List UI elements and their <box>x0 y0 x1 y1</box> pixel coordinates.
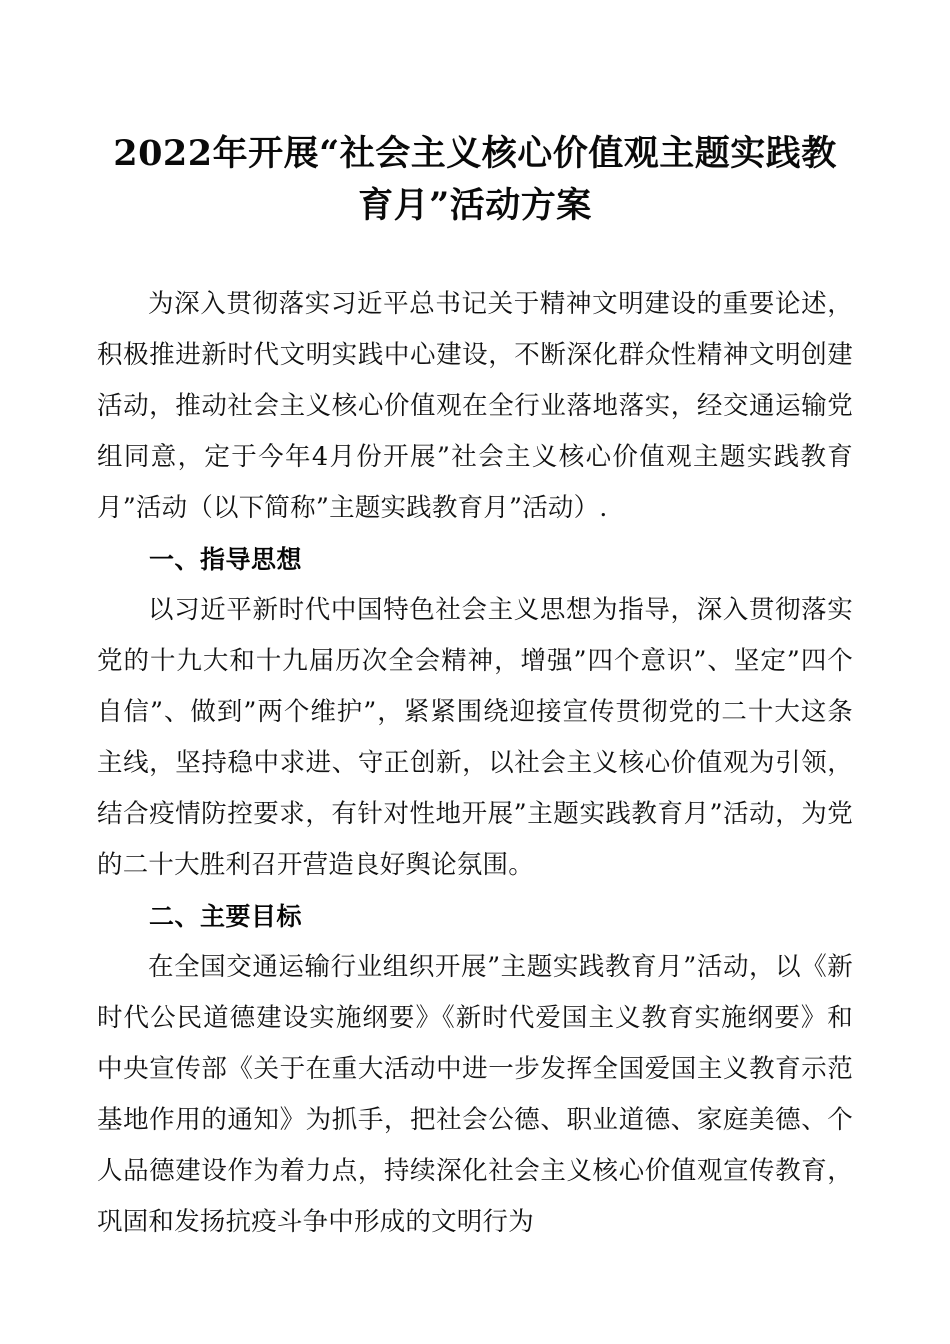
section-heading-one: 一、指导思想 <box>149 545 303 574</box>
section-one-paragraph: 以习近平新时代中国特色社会主义思想为指导，深入贯彻落实党的十九大和十九届历次全会精神，增强”四个意识”、坚定”四个自信”、做到”两个维护”，紧紧围绕迎接宣传贯彻党的二十大这条主线，坚持稳中求进、守正创新，以社会主义核心价值观为引领，结合疫情防控要求，有针对性地开展”主题实践教育月”活动，为党的二十大胜利召开营造良好舆论氛围。 <box>97 595 853 880</box>
document-body <box>0 232 950 1248</box>
section-two-paragraph: 在全国交通运输行业组织开展”主题实践教育月”活动，以《新时代公民道德建设实施纲要》《新时代爱国主义教育实施纲要》和中央宣传部《关于在重大活动中进一步发挥全国爱国主义教育示范基地作用的通知》为抓手，把社会公德、职业道德、家庭美德、个人品德建设作为着力点，持续深化社会主义核心价值观宣传教育，巩固和发扬抗疫斗争中形成的文明行为 <box>97 952 853 1237</box>
page-title: 2022年开展“社会主义核心价值观主题实践教育月”活动方案 <box>113 133 837 226</box>
section-heading-two: 二、主要目标 <box>149 902 303 931</box>
intro-paragraph: 为深入贯彻落实习近平总书记关于精神文明建设的重要论述，积极推进新时代文明实践中心建设，不断深化群众性精神文明创建活动，推动社会主义核心价值观在全行业落地落实，经交通运输党组同意，定于今年4月份开展”社会主义核心价值观主题实践教育月”活动（以下简称”主题实践教育月”活动）. <box>97 289 853 523</box>
title-body-spacer <box>97 232 853 279</box>
